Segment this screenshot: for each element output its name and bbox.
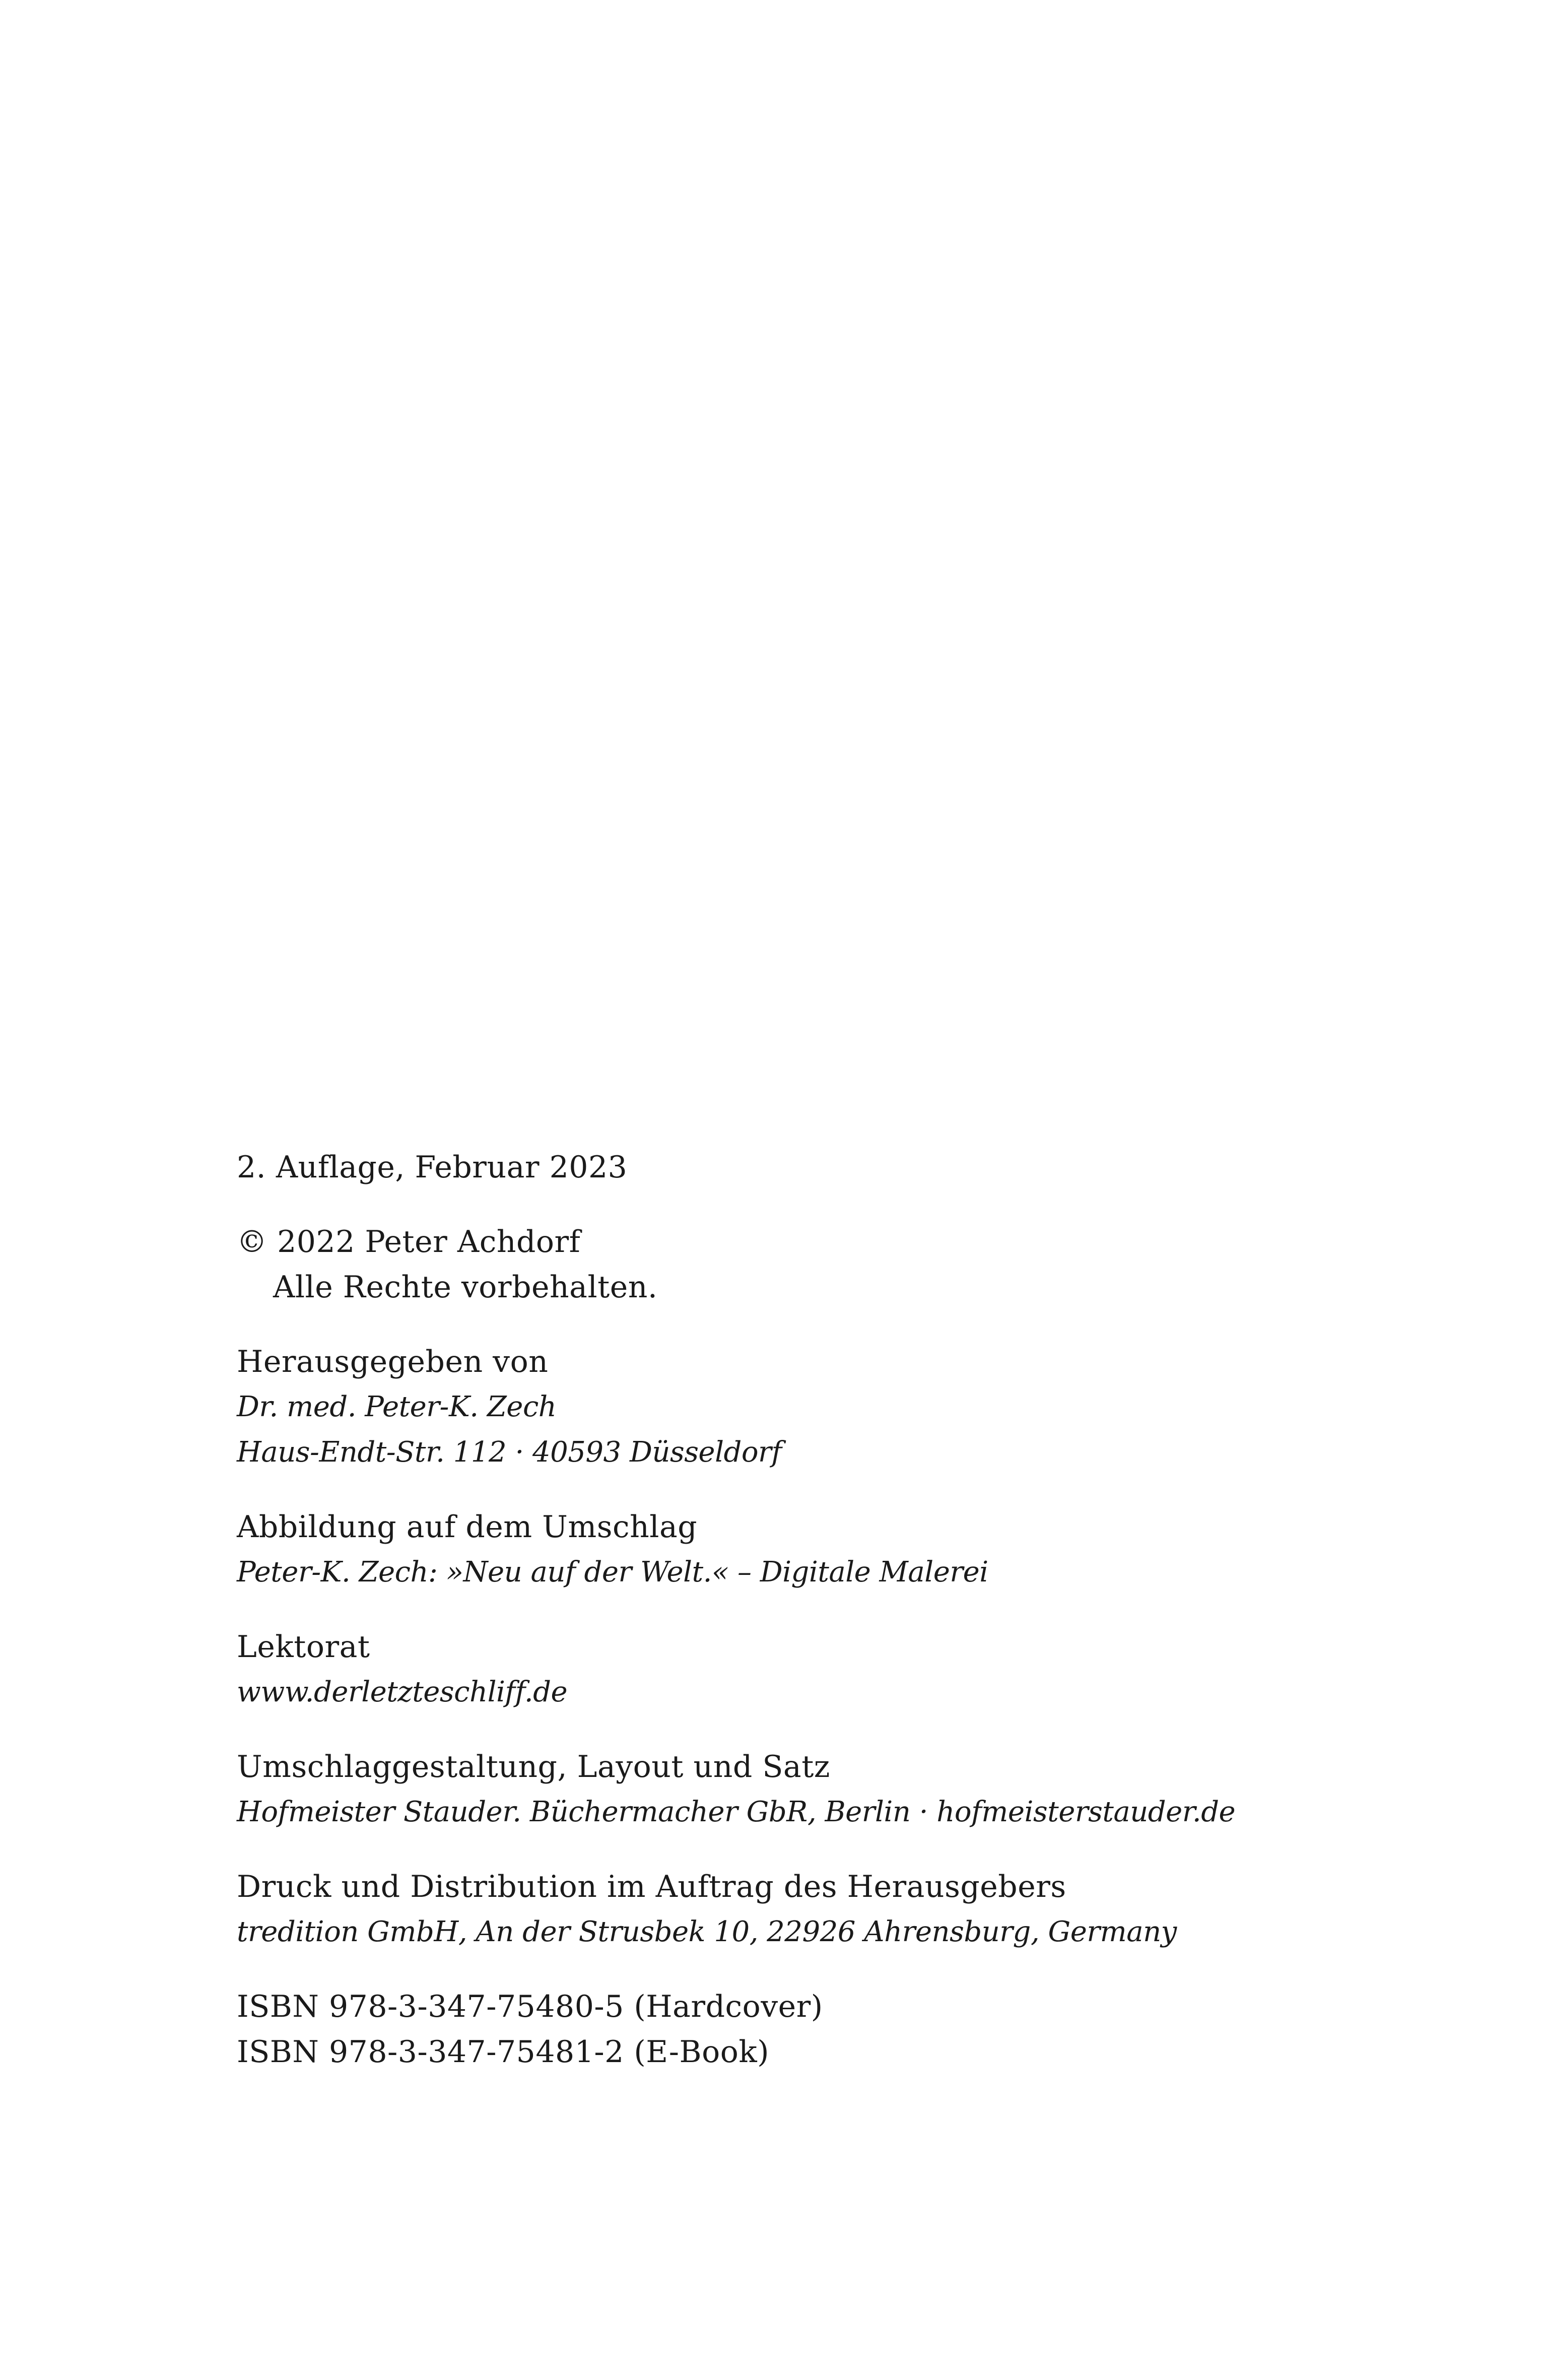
publisher-section (237, 1339, 1395, 1475)
design-credit: Hofmeister Stauder. Büchermacher GbR, Berlin · hofmeisterstauder.de (237, 1796, 1236, 1828)
publisher-address: Haus-Endt-Str. 112 · 40593 Düsseldorf (237, 1436, 782, 1469)
design-section (237, 1744, 1395, 1835)
cover-image-section (237, 1504, 1395, 1595)
isbn-hardcover: ISBN 978-3-347-75480-5 (Hardcover) (237, 1989, 823, 2024)
isbn-ebook: ISBN 978-3-347-75481-2 (E-Book) (237, 2034, 770, 2070)
printing-section (237, 1864, 1395, 1955)
editing-credit: www.derletzteschliff.de (237, 1676, 568, 1708)
editing-heading: Lektorat (237, 1629, 370, 1665)
printing-credit: tredition GmbH, An der Strusbek 10, 22926 Ahrensburg, Germany (237, 1915, 1177, 1948)
isbn-section (237, 1984, 1395, 2075)
edition-section (237, 1145, 1395, 1190)
cover-image-credit: Peter-K. Zech: »Neu auf der Welt.« – Digitale Malerei (237, 1556, 988, 1589)
editing-section (237, 1624, 1395, 1715)
copyright-section (237, 1219, 1395, 1310)
imprint-block (237, 1145, 1395, 2104)
design-heading: Umschlaggestaltung, Layout und Satz (237, 1749, 830, 1784)
printing-heading: Druck und Distribution im Auftrag des Herausgebers (237, 1869, 1066, 1904)
rights-reserved-line: Alle Rechte vorbehalten. (273, 1270, 658, 1305)
cover-image-heading: Abbildung auf dem Umschlag (237, 1509, 698, 1545)
copyright-line: © 2022 Peter Achdorf (237, 1224, 581, 1260)
publisher-heading: Herausgegeben von (237, 1344, 549, 1379)
publisher-name: Dr. med. Peter-K. Zech (237, 1391, 557, 1423)
edition-line: 2. Auflage, Februar 2023 (237, 1150, 628, 1185)
